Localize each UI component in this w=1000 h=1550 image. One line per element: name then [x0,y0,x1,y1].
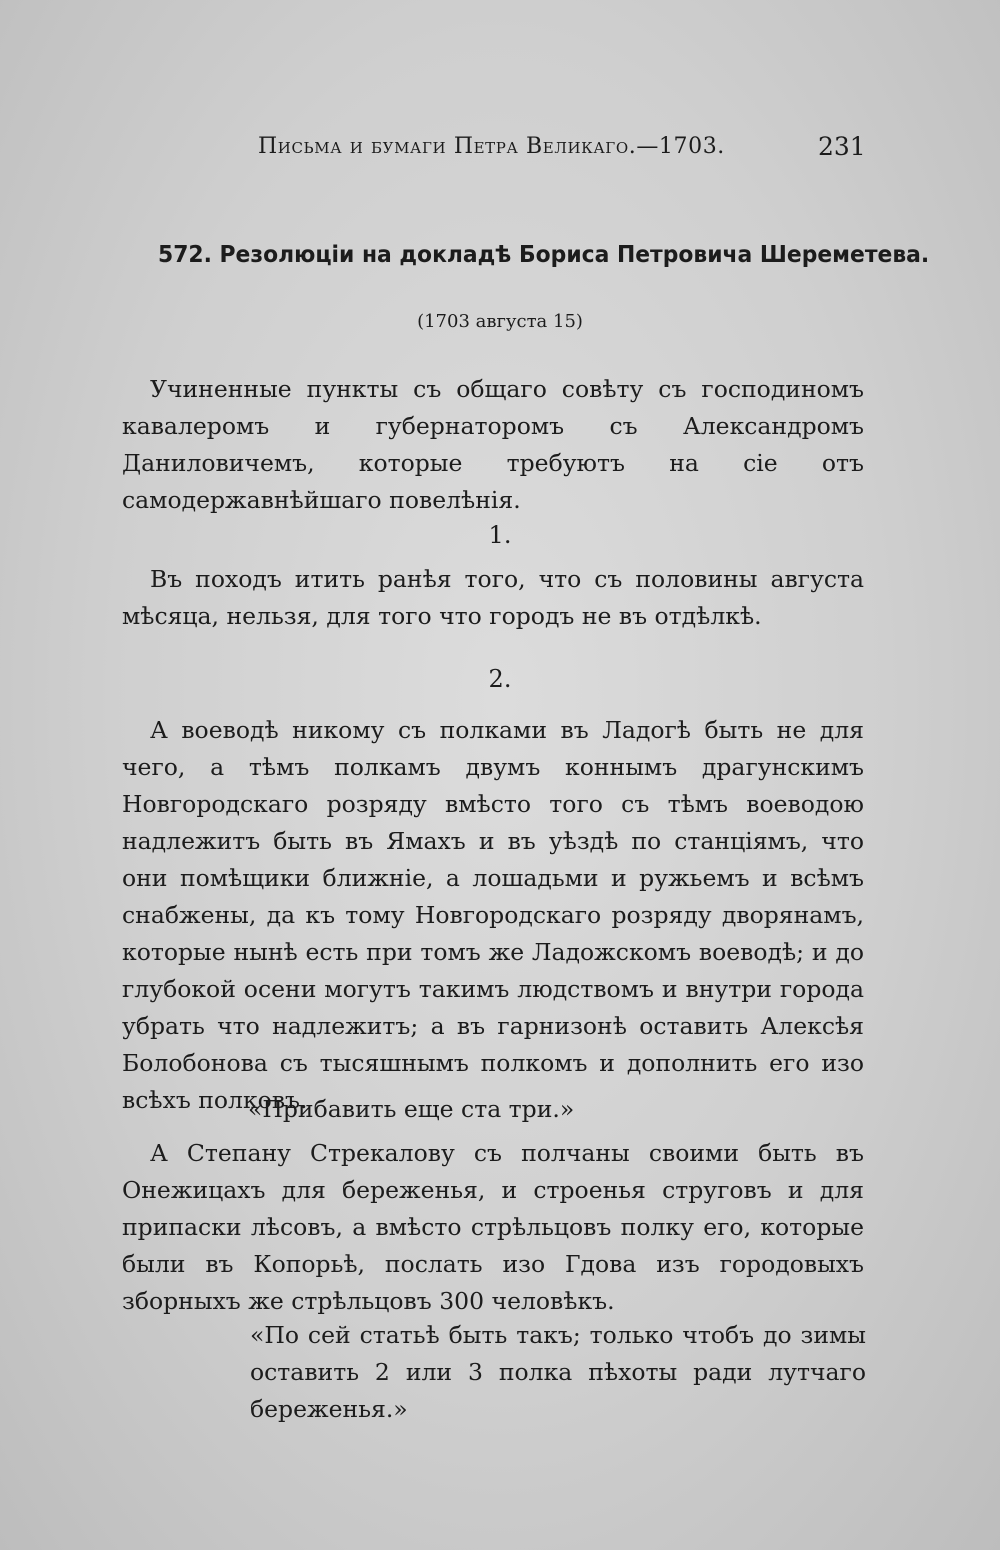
intro-paragraph: Учиненные пункты съ общаго совѣту съ господиномъ кавалеромъ и губернаторомъ съ Александромъ Даниловичемъ, которые требуютъ на сіе отъ самодержавнѣйшаго повелѣнія. [122,375,864,514]
running-header: Письма и бумаги Петра Великаго.—1703. [258,134,725,159]
section-number-1: 1. [488,521,512,549]
document-date: (1703 августа 15) [417,311,583,332]
section-2-paragraph: А воеводѣ никому съ полками въ Ладогѣ быть не для чего, а тѣмъ полкамъ двумъ коннымъ драгунскимъ Новгородскаго розряду вмѣсто того съ тѣмъ воеводою надлежитъ быть въ Ямахъ и въ уѣздѣ по станціямъ, что они помѣщики ближніе, а лошадьми и ружьемъ и всѣмъ снабжены, да къ тому Новгородскаго розряду дворянамъ, которые нынѣ есть при томъ же Ладожскомъ воеводѣ; и до глубокой осени могутъ такимъ людствомъ и внутри города убрать что надлежитъ; а въ гарнизонѣ оставить Алексѣя Болобонова съ тысяшнымъ полкомъ и дополнить его изо всѣхъ полковъ. [122,716,864,1114]
resolution-quote-2: «По сей статьѣ быть такъ; только чтобъ до зимы оставить 2 или 3 полка пѣхоты ради лутчаго береженья.» [250,1321,866,1423]
section-1-paragraph: Въ походъ итить ранѣя того, что съ половины августа мѣсяца, нельзя, для того что городъ не въ отдѣлкѣ. [122,565,864,630]
document-title: 572. Резолюціи на докладѣ Бориса Петровича Шереметева. [158,240,930,268]
section-number-2: 2. [488,665,512,693]
section-2-paragraph-2: А Степану Стрекалову съ полчаны своими быть въ Онежицахъ для береженья, и строенья струговъ и для припаски лѣсовъ, а вмѣсто стрѣльцовъ полку его, которые были въ Копорьѣ, послать изо Гдова изъ городовыхъ зборныхъ же стрѣльцовъ 300 человѣкъ. [122,1139,864,1315]
resolution-quote-1: «Прибавить еще ста три.» [248,1095,575,1123]
page-number: 231 [818,132,866,161]
